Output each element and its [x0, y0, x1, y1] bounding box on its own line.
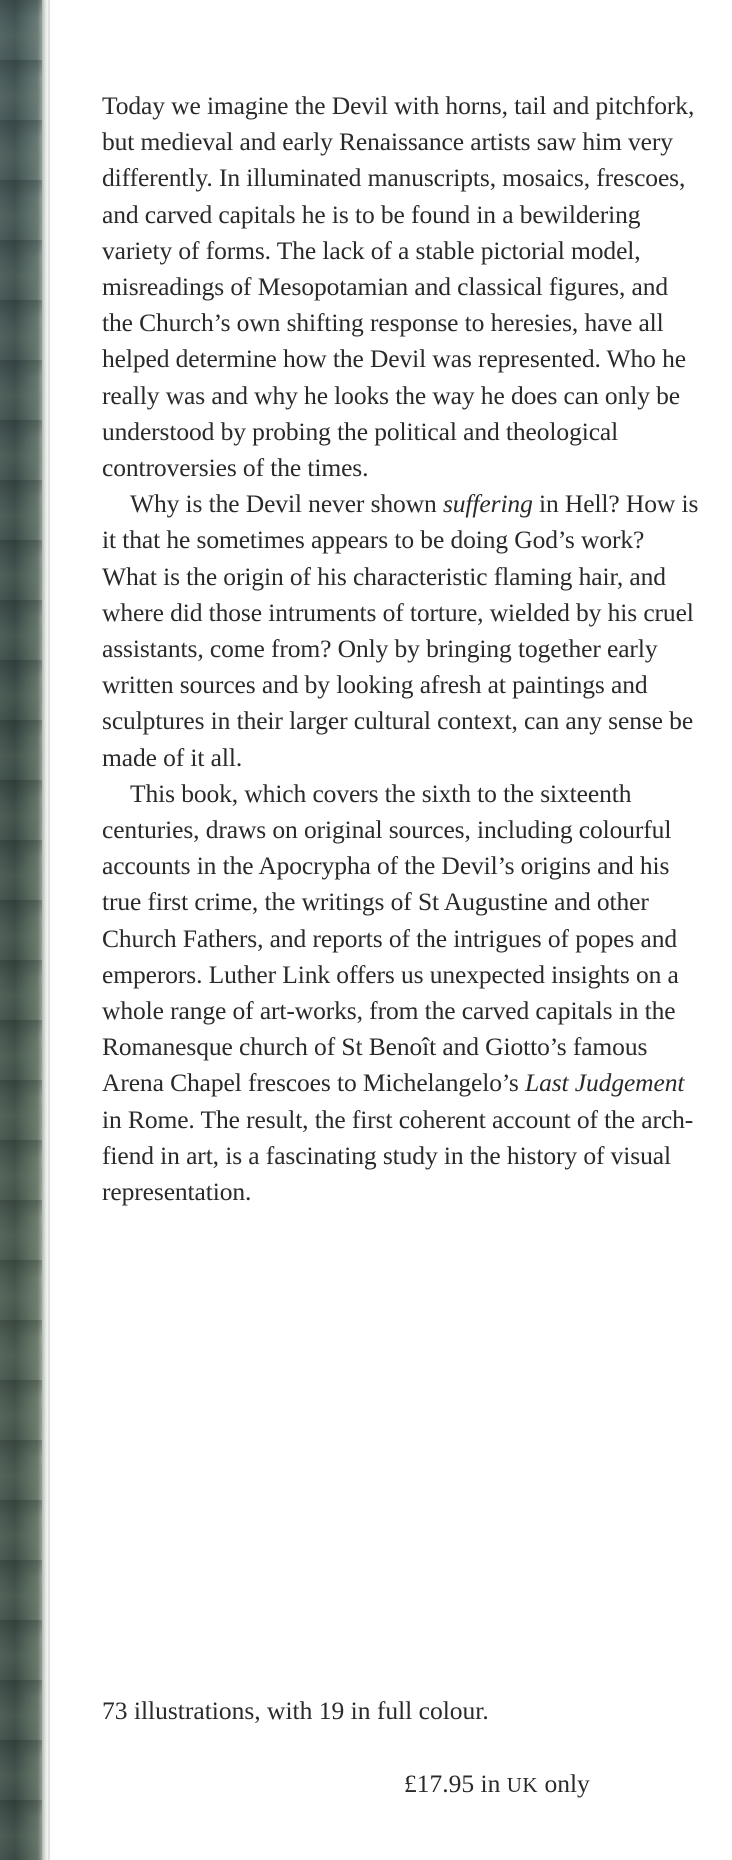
illustrations-note: 73 illustrations, with 19 in full colour. [102, 1696, 489, 1725]
p2-italic-word: suffering [442, 489, 533, 519]
blurb-text [102, 88, 702, 1210]
page-edge [48, 0, 50, 1860]
p3-text-after: in Rome. The result, the first coherent account of the arch-fiend in art, is a fascinating study in the history of visual representation. [102, 1104, 694, 1207]
price-line [404, 1766, 590, 1803]
blurb-paragraph-2 [102, 486, 702, 776]
price-suffix: only [538, 1769, 590, 1798]
p2-text-before: Why is the Devil never shown [130, 489, 443, 519]
p3-italic-title: Last Judgement [524, 1068, 685, 1098]
blurb-paragraph-1: Today we imagine the Devil with horns, tail and pitchfork, but medieval and early Renaissance artists saw him very differently. In illuminated manuscripts, mosaics, frescoes, and carved capitals he is to be found in a bewildering variety of forms. The lack of a stable pictorial model, misreadings of Mesopotamian and classical figures, and the Church’s own shifting response to heresies, have all helped determine how the Devil was represented. Who he really was and why he looks the way he does can only be understood by probing the political and theological controversies of the times. [102, 91, 695, 483]
book-spine [0, 0, 50, 1860]
blurb-paragraph-3 [102, 776, 702, 1210]
price-amount: £17.95 in [404, 1769, 507, 1798]
p3-text-before: This book, which covers the sixth to the sixteenth centuries, draws on original sources, including colourful accounts in the Apocrypha of the Devil’s origins and his true first crime, the writings of St Augustine and other Church Fathers, and reports of the intrigues of popes and emperors. Luther Link offers us unexpected insights on a whole range of art-works, from the carved capitals in the Romanesque church of St Benoît and Giotto’s famous Arena Chapel frescoes to Michelangelo’s [102, 778, 679, 1098]
spine-texture [0, 0, 42, 1860]
p2-text-after: in Hell? How is it that he sometimes appears to be doing God’s work? What is the origin of his characteristic flaming hair, and where did those intruments of torture, wielded by his cruel assistants, come from? Only by bringing together early written sources and by looking afresh at paintings and sculptures in their larger cultural context, can any sense be made of it all. [102, 489, 699, 772]
price-region: UK [506, 1773, 539, 1797]
